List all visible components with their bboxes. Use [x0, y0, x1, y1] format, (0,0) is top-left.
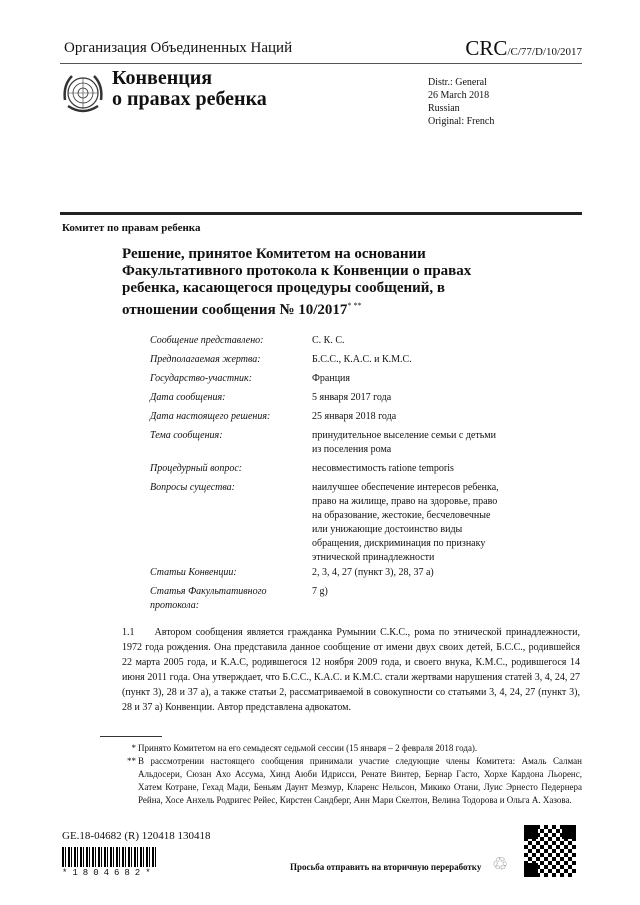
thick-rule [60, 212, 582, 215]
info-label: Государство-участник: [150, 373, 253, 384]
info-label: Статьи Конвенции: [150, 567, 237, 578]
info-value: Франция [312, 373, 350, 384]
info-value: 5 января 2017 года [312, 392, 392, 403]
info-value: 7 g) [312, 586, 328, 597]
info-label: Статья Факультативного протокола: [150, 586, 267, 611]
info-value: Б.С.С., К.А.С. и К.М.С. [312, 354, 412, 365]
distr-line: Distr.: General [428, 77, 487, 88]
info-value: принудительное выселение семьи с детьми из поселения рома [312, 430, 496, 455]
footnote-text: В рассмотрении настоящего сообщения принимали участие следующие члены Комитета: Амаль Салман Альдосери, Сюзан Ахо Ассума, Хинд Аюби Идрисси, Ренате Винтер, Бернар Гасто, Хорхе Кардона Льоренс, Хатем Котране, Гехад Мади, Беньям Даунт Мезмур, Кларенс Нельсон, Микико Отани, Луис Эрнесто Педернера Рейна, Хосе Анхель Родригес Рейес, Кирстен Сандберг, Анн Мари Скелтон, Велина Тодорова и Ольга А. Хазова. [138, 756, 582, 805]
convention-line-2: о правах ребенка [112, 88, 267, 110]
info-row [150, 462, 502, 476]
info-row [150, 481, 502, 565]
info-row [150, 334, 502, 348]
footnote-mark: ** [127, 756, 136, 766]
symbol-main: CRC [465, 36, 508, 60]
footnote [122, 742, 582, 755]
info-label: Дата сообщения: [150, 392, 226, 403]
info-label: Вопросы существа: [150, 482, 235, 493]
footnote-rule [100, 736, 162, 737]
document-title [122, 246, 482, 319]
distr-line: Original: French [428, 116, 495, 127]
recycle-icon: ♲ [492, 854, 509, 874]
info-row [150, 372, 502, 386]
info-value: С. К. С. [312, 335, 345, 346]
header-rule [60, 63, 582, 64]
info-row [150, 353, 502, 367]
info-label: Сообщение представлено: [150, 335, 264, 346]
info-label: Процедурный вопрос: [150, 463, 243, 474]
info-label: Предполагаемая жертва: [150, 354, 261, 365]
distribution-block [428, 76, 494, 128]
un-emblem-icon [60, 70, 106, 116]
info-row [150, 585, 502, 613]
qr-code [524, 825, 576, 877]
organization-name: Организация Объединенных Наций [64, 40, 293, 56]
info-row [150, 566, 502, 580]
info-value: несовместимость ratione temporis [312, 463, 454, 474]
footnote-marks: * ** [347, 301, 362, 310]
info-row [150, 429, 502, 457]
info-row [150, 410, 502, 424]
footnote [122, 755, 582, 807]
document-symbol [465, 36, 582, 61]
symbol-rest: /C/77/D/10/2017 [507, 46, 582, 58]
barcode-number: *1804682* [62, 868, 156, 878]
convention-line-1: Конвенция [112, 67, 213, 89]
recycle-text: Просьба отправить на вторичную переработку [290, 862, 482, 872]
footnote-text: Принято Комитетом на его семьдесят седьмой сессии (15 января – 2 февраля 2018 года). [138, 743, 478, 753]
title-text: Решение, принятое Комитетом на основании Факультативного протокола к Конвенции о правах ребенка, касающегося процедуры сообщений, в отношении сообщения № 10/2017 [122, 246, 472, 318]
info-value: 2, 3, 4, 27 (пункт 3), 28, 37 a) [312, 567, 434, 578]
distr-line: 26 March 2018 [428, 90, 490, 101]
distr-line: Russian [428, 103, 460, 114]
info-label: Тема сообщения: [150, 430, 223, 441]
job-number: GE.18-04682 (R) 120418 130418 [62, 830, 211, 842]
barcode [62, 847, 158, 867]
footnote-mark: * [131, 743, 136, 753]
paragraph-1-1: 1.1 Автором сообщения является гражданка Румынии С.К.С., рома по этнической принадлежности, 1972 года рождения. Она представила данное сообщение от имени двух своих детей, Б.С.С., родившейся 22 марта 2005 года, и К.А.С, родившегося 12 ноября 2009 года, и своего внука, К.М.С., родившегося 14 июня 2011 года. Она утверждает, что Б.С.С., К.А.С. и К.М.С. стали жертвами нарушения статей 3, 4, 24, 27 (пункт 3), 28 и 37 a), а также статьи 2, рассматриваемой в совокупности со статьями 3, 4, 24, 27 (пункт 3), 28 и 37 a) Конвенции. Автор представлена адвокатом. [122, 627, 580, 713]
info-row [150, 391, 502, 405]
convention-title [112, 68, 267, 110]
info-value: 25 января 2018 года [312, 411, 397, 422]
info-value: наилучшее обеспечение интересов ребенка, право на жилище, право на здоровье, право на образование, жестокие, бесчеловечные или унижающие достоинство виды обращения, дискриминация по признаку этнической принадлежности [312, 482, 499, 563]
info-label: Дата настоящего решения: [150, 411, 271, 422]
committee-name: Комитет по правам ребенка [62, 222, 201, 234]
